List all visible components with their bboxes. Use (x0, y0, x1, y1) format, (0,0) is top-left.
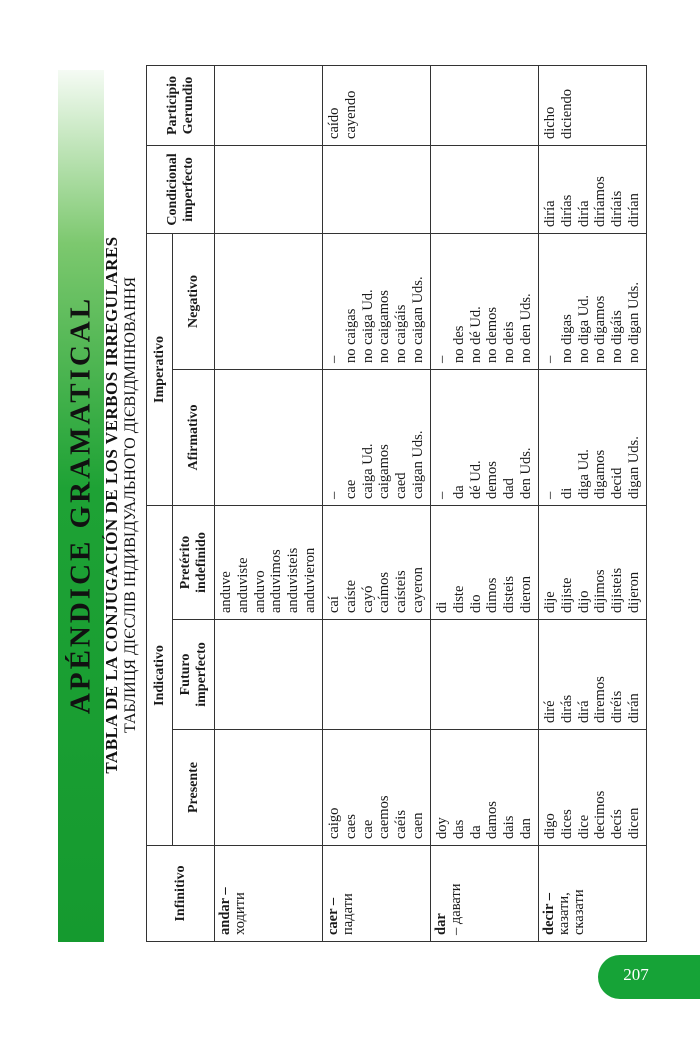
verb-form: caes (342, 814, 359, 839)
verb-form: no caigan Uds. (409, 276, 426, 363)
participio-cell (215, 65, 323, 145)
verb-form: dices (558, 809, 575, 839)
condicional-cell (215, 145, 323, 233)
verb-form: anduvo (251, 570, 268, 613)
table-title-es: TABLA DE LA CONJUGACIÓN DE LOS VERBOS IRREGULARES (102, 236, 121, 774)
verb-form: caigo (325, 807, 342, 839)
form-list (326, 736, 427, 839)
page-title: APÉNDICE GRAMATICAL (64, 295, 97, 715)
futuro-cell (215, 620, 323, 730)
verb-form: – (433, 491, 450, 499)
preterito-cell (538, 506, 646, 620)
verb-form: digamos (592, 449, 609, 499)
verb-infinitive: dar (432, 913, 449, 935)
negativo-cell (215, 233, 323, 369)
verb-form: caigamos (376, 444, 393, 499)
verb-form: di (433, 601, 450, 613)
header-condicional: Condicional imperfecto (147, 145, 215, 233)
verb-form: decimos (592, 790, 609, 839)
verb-form: dijisteis (609, 567, 626, 613)
form-list (542, 512, 643, 613)
form-list (326, 376, 427, 499)
negativo-cell (538, 233, 646, 369)
verb-form: no digas (558, 314, 575, 363)
verb-form: da (450, 485, 467, 499)
verb-form: – (325, 355, 342, 363)
infinitive-cell (430, 846, 538, 942)
condicional-cell (430, 145, 538, 233)
infinitive-cell (215, 846, 323, 942)
verb-form: decís (609, 809, 626, 839)
verb-form: cayendo (342, 90, 359, 139)
verb-form: dirá (575, 700, 592, 723)
header-participio: Participio Gerundio (147, 65, 215, 145)
verb-form: no diga Ud. (575, 294, 592, 363)
verb-form: dijo (575, 590, 592, 613)
verb-form: no digáis (609, 310, 626, 363)
verb-form: diríamos (592, 176, 609, 227)
verb-form: dijimos (592, 569, 609, 613)
table-title-uk: ТАБЛИЦЯ ДІЄСЛІВ ІНДИВІДУАЛЬНОГО ДІЄВІДМІНЮВАННЯ (122, 277, 139, 733)
futuro-cell (322, 620, 430, 730)
verb-infinitive: andar – (217, 887, 233, 935)
presente-cell (430, 730, 538, 846)
verb-form: no caigamos (376, 290, 393, 363)
verb-form: no digan Uds. (625, 282, 642, 363)
afirmativo-cell (215, 370, 323, 506)
verb-form: anduvieron (302, 547, 319, 613)
verb-form: diste (450, 585, 467, 613)
form-list (542, 736, 643, 839)
verb-form: dije (541, 591, 558, 613)
participio-cell (322, 65, 430, 145)
form-list (542, 240, 643, 363)
verb-form: no des (450, 325, 467, 363)
participio-cell (430, 65, 538, 145)
verb-form: dan (517, 818, 534, 839)
verb-form: no caigáis (393, 304, 410, 363)
verb-translation: казати, сказати (556, 889, 588, 935)
afirmativo-cell (430, 370, 538, 506)
form-list (542, 626, 643, 723)
verb-form: dimos (484, 577, 501, 613)
form-list (542, 72, 576, 139)
verb-form: dais (501, 815, 518, 839)
verb-form: anduve (218, 571, 234, 613)
header-afirmativo: Afirmativo (173, 370, 215, 506)
header-imperativo: Imperativo (147, 233, 173, 505)
verb-form: di (558, 487, 575, 499)
table-row (322, 65, 430, 941)
verb-form: anduvimos (268, 549, 285, 613)
table-row (215, 65, 323, 941)
verb-form: decid (609, 467, 626, 499)
verb-form: dieron (517, 575, 534, 613)
form-list (326, 512, 427, 613)
verb-form: dirás (558, 694, 575, 723)
form-list (542, 152, 643, 227)
verb-form: diremos (592, 676, 609, 723)
verb-form: damos (484, 801, 501, 839)
verb-translation: – давати (448, 883, 465, 935)
verb-form: – (433, 355, 450, 363)
verb-form: cayeron (409, 567, 426, 613)
verb-form: caemos (376, 795, 393, 839)
verb-form: da (467, 825, 484, 839)
verb-form: den Uds. (517, 447, 534, 499)
verb-form: das (450, 819, 467, 839)
verb-translation: ходити (232, 892, 249, 935)
verb-form: diré (541, 700, 558, 723)
verb-form: caed (393, 472, 410, 499)
presente-cell (538, 730, 646, 846)
verb-form: caen (409, 812, 426, 839)
verb-form: caíste (342, 579, 359, 613)
verb-form: caído (325, 107, 342, 139)
verb-form: dijiste (558, 577, 575, 613)
negativo-cell (430, 233, 538, 369)
verb-form: doy (433, 817, 450, 839)
verb-translation: падати (340, 893, 357, 935)
verb-form: cae (342, 479, 359, 499)
verb-form: caísteis (393, 570, 410, 613)
verb-form: disteis (501, 575, 518, 613)
verb-form: no caiga Ud. (359, 289, 376, 363)
form-list (434, 240, 535, 363)
verb-form: caiga Ud. (359, 443, 376, 499)
verb-form: no dé Ud. (467, 306, 484, 363)
verb-form: dirán (625, 693, 642, 723)
form-list (434, 512, 535, 613)
verb-form: cayó (359, 585, 376, 613)
form-list (326, 240, 427, 363)
verb-form: anduvisteis (285, 547, 302, 613)
afirmativo-cell (538, 370, 646, 506)
header-futuro: Futuro imperfecto (173, 620, 215, 730)
verb-form: diga Ud. (575, 449, 592, 499)
verb-form: digo (541, 813, 558, 839)
conjugation-table (146, 65, 647, 942)
futuro-cell (430, 620, 538, 730)
verb-form: cae (359, 819, 376, 839)
verb-form: no den Uds. (517, 293, 534, 363)
verb-form: dice (575, 814, 592, 839)
page-number: 207 (623, 965, 649, 984)
verb-form: – (541, 491, 558, 499)
verb-form: anduviste (234, 557, 251, 613)
afirmativo-cell (322, 370, 430, 506)
table-row (538, 65, 646, 941)
verb-form: no caigas (342, 308, 359, 363)
preterito-cell (430, 506, 538, 620)
header-negativo: Negativo (173, 233, 215, 369)
infinitive-cell (322, 846, 430, 942)
form-list (434, 736, 535, 839)
verb-form: caigan Uds. (409, 430, 426, 499)
participio-cell (538, 65, 646, 145)
verb-form: dirías (558, 194, 575, 227)
header-infinitivo: Infinitivo (147, 846, 215, 942)
verb-form: caímos (376, 571, 393, 613)
verb-form: diría (575, 200, 592, 227)
verb-form: demos (484, 461, 501, 499)
header-preterito: Pretérito indefinido (173, 506, 215, 620)
verb-infinitive: decir – (540, 892, 557, 935)
form-list (326, 72, 360, 139)
infinitive-cell (538, 846, 646, 942)
condicional-cell (538, 145, 646, 233)
presente-cell (322, 730, 430, 846)
header-indicativo: Indicativo (147, 506, 173, 846)
verb-form: dirían (625, 193, 642, 227)
conjugation-table-rotated (146, 66, 642, 942)
verb-form: no deis (501, 321, 518, 363)
verb-form: diréis (609, 690, 626, 723)
header-presente: Presente (173, 730, 215, 846)
verb-form: diríais (609, 190, 626, 227)
form-list (434, 376, 535, 499)
verb-form: diciendo (558, 89, 575, 139)
form-list (218, 512, 319, 613)
verb-form: dad (501, 478, 518, 499)
table-row (430, 65, 538, 941)
preterito-cell (322, 506, 430, 620)
verb-form: dijeron (625, 571, 642, 613)
presente-cell (215, 730, 323, 846)
futuro-cell (538, 620, 646, 730)
preterito-cell (215, 506, 323, 620)
verb-form: no digamos (592, 295, 609, 363)
verb-form: – (325, 491, 342, 499)
verb-form: caí (325, 596, 342, 613)
verb-form: dé Ud. (467, 460, 484, 499)
verb-form: no demos (484, 307, 501, 363)
condicional-cell (322, 145, 430, 233)
negativo-cell (322, 233, 430, 369)
verb-form: diría (541, 200, 558, 227)
form-list (542, 376, 643, 499)
verb-infinitive: caer – (324, 897, 341, 935)
verb-form: dio (467, 594, 484, 613)
verb-form: dicho (541, 106, 558, 139)
verb-form: digan Uds. (625, 436, 642, 499)
verb-form: caéis (393, 810, 410, 839)
conjugation-table-area (146, 66, 642, 942)
verb-form: dicen (625, 807, 642, 839)
verb-form: – (541, 355, 558, 363)
